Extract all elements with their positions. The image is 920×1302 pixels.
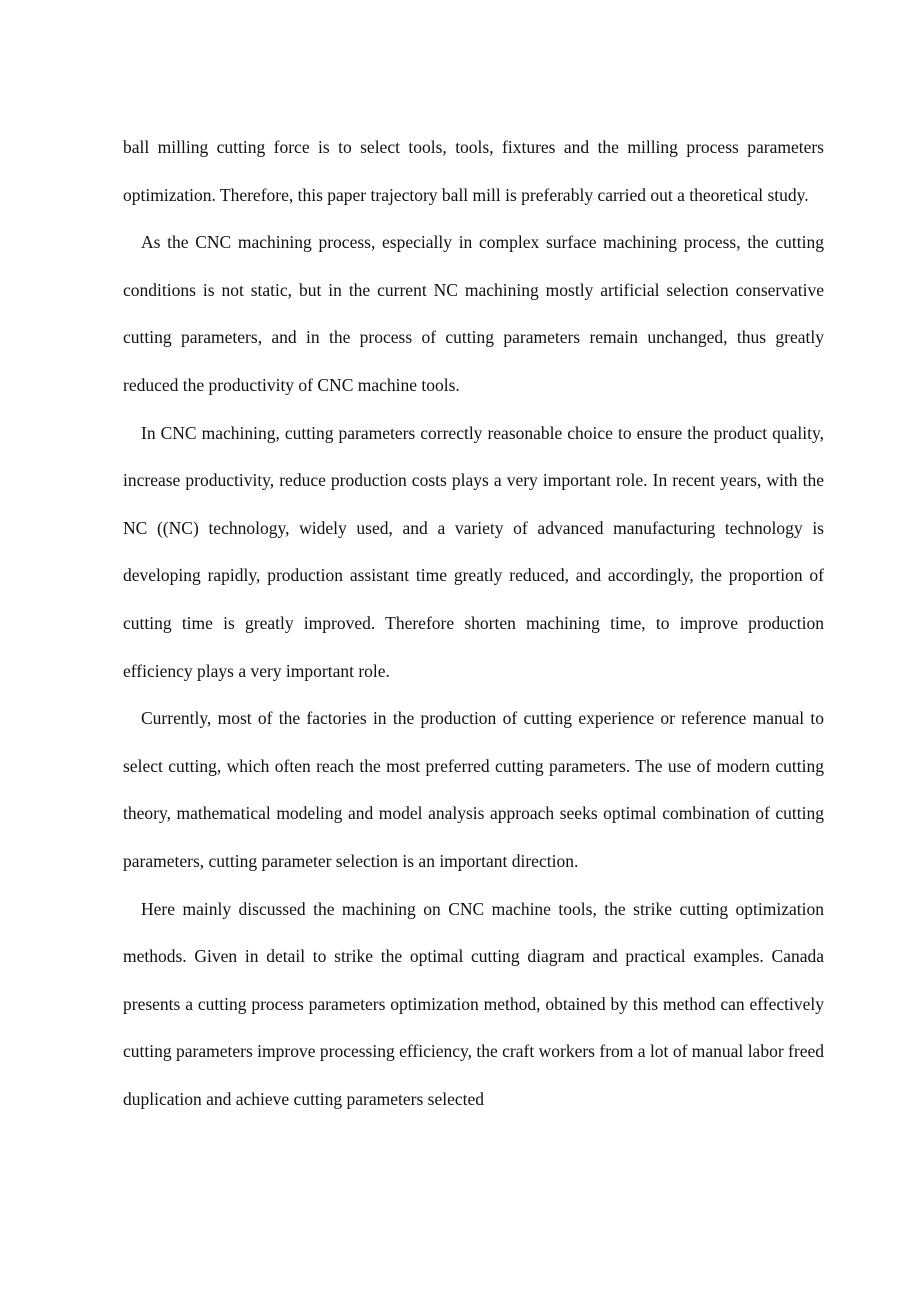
paragraph-cutting-parameters: In CNC machining, cutting parameters correctly reasonable choice to ensure the product quality, increase productivity, reduce production costs plays a very important role. In recent years, with the NC ((NC) technology, widely used, and a variety of advanced manufacturing technology is developing rapidly, production assistant time greatly reduced, and accordingly, the proportion of cutting time is greatly improved. Therefore shorten machining time, to improve production efficiency plays a very important role. bbox=[123, 422, 824, 681]
document-page bbox=[123, 124, 824, 1123]
paragraph-cnc-conditions: As the CNC machining process, especially in complex surface machining process, the cutting conditions is not static, but in the current NC machining mostly artificial selection conservative cutting parameters, and in the process of cutting parameters remain unchanged, thus greatly reduced the productivity of CNC machine tools. bbox=[123, 232, 824, 395]
paragraph-continuation: ball milling cutting force is to select tools, tools, fixtures and the milling process parameters optimization. Therefore, this paper trajectory ball mill is preferably carried out a theoretical study. bbox=[123, 137, 824, 205]
paragraph-optimization-methods: Here mainly discussed the machining on CNC machine tools, the strike cutting optimization methods. Given in detail to strike the optimal cutting diagram and practical examples. Canada presents a cutting process parameters optimization method, obtained by this method can effectively cutting parameters improve processing efficiency, the craft workers from a lot of manual labor freed duplication and achieve cutting parameters selected bbox=[123, 898, 824, 1109]
paragraph-factories: Currently, most of the factories in the production of cutting experience or reference manual to select cutting, which often reach the most preferred cutting parameters. The use of modern cutting theory, mathematical modeling and model analysis approach seeks optimal combination of cutting parameters, cutting parameter selection is an important direction. bbox=[123, 708, 824, 871]
